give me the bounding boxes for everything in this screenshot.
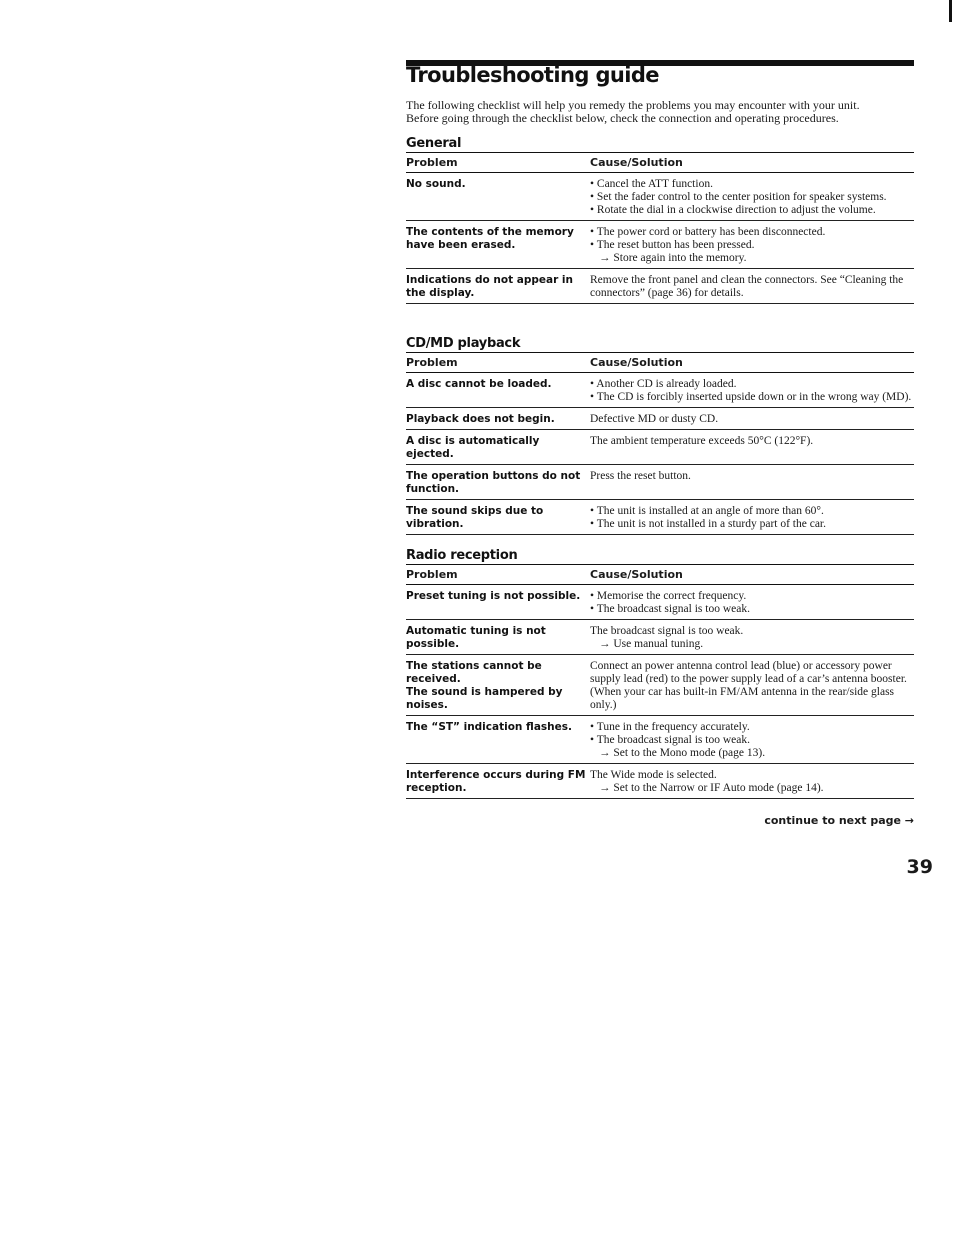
solution-line: The Wide mode is selected. — [590, 769, 717, 781]
solution-line: • The broadcast signal is too weak. — [590, 603, 750, 615]
problem-cell: Indications do not appear in the display. — [406, 274, 574, 299]
solution-line: • Another CD is already loaded. — [590, 378, 737, 390]
solution-cell — [590, 178, 914, 217]
table-header — [406, 352, 914, 373]
section-cdmd — [406, 336, 914, 535]
problem-cell: No sound. — [406, 178, 466, 190]
continue-indicator: continue to next page → — [764, 814, 914, 827]
solution-cell — [590, 470, 914, 496]
problem-cell: Interference occurs during FM reception. — [406, 769, 586, 794]
solution-line: • Cancel the ATT function. — [590, 178, 713, 190]
page-title: Troubleshooting guide — [406, 63, 659, 87]
solution-cell — [590, 721, 914, 760]
table-row — [406, 764, 914, 799]
table-header — [406, 152, 914, 173]
solution-line: • The unit is not installed in a sturdy part of the car. — [590, 518, 827, 530]
table-body — [406, 173, 914, 304]
problem-cell: Automatic tuning is not possible. — [406, 625, 546, 650]
solution-cell — [590, 226, 914, 265]
table-body — [406, 585, 914, 799]
header-solution: Cause/Solution — [590, 568, 683, 581]
table-row — [406, 269, 914, 304]
table-row — [406, 373, 914, 408]
section-heading: General — [406, 136, 462, 151]
problem-cell: The contents of the memory have been erased. — [406, 226, 574, 251]
table-row — [406, 716, 914, 764]
solution-line: Remove the front panel and clean the connectors. See “Cleaning the connectors” (page 36) for details. — [590, 274, 904, 299]
solution-line: • The CD is forcibly inserted upside down or in the wrong way (MD). — [590, 391, 912, 403]
problem-cell: Preset tuning is not possible. — [406, 590, 581, 602]
header-problem: Problem — [406, 568, 458, 581]
solution-line: (When your car has built-in FM/AM antenna in the rear/side glass only.) — [590, 686, 895, 711]
solution-line: → Set to the Mono mode (page 13). — [599, 747, 766, 759]
table-row — [406, 221, 914, 269]
table-row — [406, 620, 914, 655]
table-row — [406, 655, 914, 716]
intro-line: Before going through the checklist below, check the connection and operating procedures. — [406, 111, 839, 125]
table-row — [406, 585, 914, 620]
solution-line: → Use manual tuning. — [599, 638, 704, 650]
solution-cell — [590, 660, 914, 712]
section-heading: CD/MD playback — [406, 336, 521, 351]
solution-line: • Memorise the correct frequency. — [590, 590, 747, 602]
problem-cell: The sound skips due to vibration. — [406, 505, 544, 530]
solution-line: • Tune in the frequency accurately. — [590, 721, 750, 733]
table-row — [406, 465, 914, 500]
solution-cell — [590, 413, 914, 426]
solution-cell — [590, 435, 914, 461]
table-row — [406, 408, 914, 430]
problem-cell: A disc cannot be loaded. — [406, 378, 552, 390]
solution-line: • Set the fader control to the center position for speaker systems. — [590, 191, 887, 203]
header-problem: Problem — [406, 356, 458, 369]
intro-text — [406, 99, 914, 125]
solution-line: • The power cord or battery has been disconnected. — [590, 226, 826, 238]
solution-line: The broadcast signal is too weak. — [590, 625, 744, 637]
header-solution: Cause/Solution — [590, 156, 683, 169]
solution-line: → Set to the Narrow or IF Auto mode (page 14). — [599, 782, 824, 794]
problem-cell: The stations cannot be received. The sound is hampered by noises. — [406, 660, 563, 711]
problem-cell: The operation buttons do not function. — [406, 470, 581, 495]
solution-cell — [590, 378, 914, 404]
solution-cell — [590, 505, 914, 531]
solution-line: Defective MD or dusty CD. — [590, 413, 719, 425]
problem-cell: A disc is automatically ejected. — [406, 435, 540, 460]
table-row — [406, 173, 914, 221]
page-number: 39 — [906, 856, 933, 878]
solution-cell — [590, 590, 914, 616]
solution-line: • The unit is installed at an angle of more than 60°. — [590, 505, 824, 517]
solution-line: The ambient temperature exceeds 50°C (122°F). — [590, 435, 814, 447]
solution-cell — [590, 769, 914, 795]
solution-line: → Store again into the memory. — [599, 252, 747, 264]
header-problem: Problem — [406, 156, 458, 169]
section-heading: Radio reception — [406, 548, 518, 563]
problem-cell: Playback does not begin. — [406, 413, 555, 425]
solution-line: • The broadcast signal is too weak. — [590, 734, 750, 746]
intro-line: The following checklist will help you remedy the problems you may encounter with your unit. — [406, 98, 860, 112]
table-row — [406, 500, 914, 535]
page-edge-mark — [949, 0, 952, 22]
table-row — [406, 430, 914, 465]
solution-line: Connect an power antenna control lead (blue) or accessory power supply lead (red) to the power supply lead of a car’s antenna booster. — [590, 660, 907, 685]
solution-line: • Rotate the dial in a clockwise direction to adjust the volume. — [590, 204, 876, 216]
problem-cell: The “ST” indication flashes. — [406, 721, 573, 733]
table-header — [406, 564, 914, 585]
header-solution: Cause/Solution — [590, 356, 683, 369]
section-radio — [406, 548, 914, 799]
solution-line: • The reset button has been pressed. — [590, 239, 755, 251]
solution-cell — [590, 274, 914, 300]
solution-line: Press the reset button. — [590, 470, 691, 482]
solution-cell — [590, 625, 914, 651]
section-general — [406, 136, 914, 304]
table-body — [406, 373, 914, 535]
